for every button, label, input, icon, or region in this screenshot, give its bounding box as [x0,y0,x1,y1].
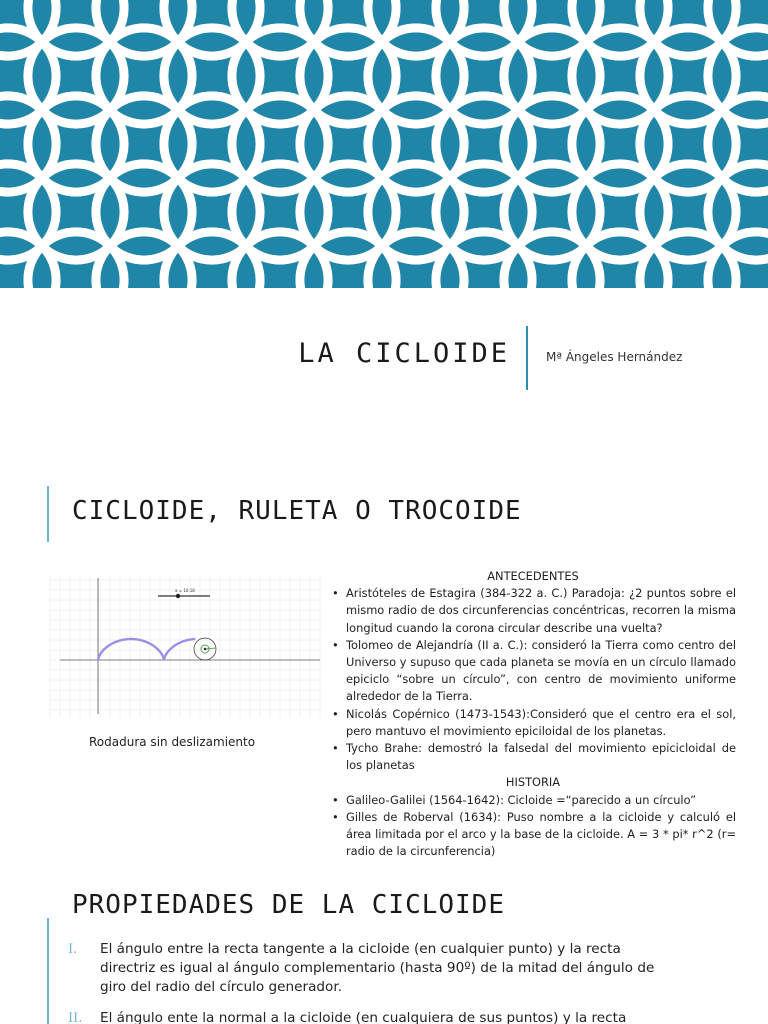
list-item: • Nicolás Copérnico (1473-1543):Consideró que el centro era el sol, pero mantuvo el movimiento epiciloidal de los planetas. [330,706,736,740]
list-number: I. [68,942,78,957]
pattern-banner [0,0,768,288]
historia-list [330,792,736,861]
slider-label: a = 10.18 [175,588,195,593]
list-item [64,1009,664,1024]
property-text: El ángulo ente la normal a la cicloide (en cualquiera de sus puntos) y la recta [100,1010,627,1024]
list-accent-bar [47,918,49,1024]
slide-title: CICLOIDE, RULETA O TROCOIDE [72,496,522,526]
title-accent-bar [47,486,49,542]
list-item: • Tolomeo de Alejandría (II a. C.): consideró la Tierra como centro del Universo y supuso que cada planeta se movía en un círculo llamado epiciclo “sobre un círculo”, con centro de movimiento uniforme alrededor de la Tierra. [330,637,736,706]
cycloid-graph [48,574,323,720]
list-item: • Tycho Brahe: demostró la falsedal del movimiento epicicloidal de los planetas [330,740,736,774]
presentation-title: LA CICLOIDE [298,338,510,369]
author-name: Mª Ángeles Hernández [546,350,683,364]
slide-title: PROPIEDADES DE LA CICLOIDE [72,890,505,920]
list-item [64,940,664,997]
circle-pattern-graphic [0,0,768,288]
rolling-circle [194,638,216,660]
list-item: • Galileo-Galilei (1564-1642): Cicloide =“parecido a un círculo” [330,792,736,809]
title-divider [526,326,528,390]
property-text: El ángulo entre la recta tangente a la cicloide (en cualquier punto) y la recta directriz es igual al ángulo complementario (hasta 90º) de la mitad del ángulo de giro del radio del círculo generador. [100,941,655,995]
slide-propiedades [0,864,768,1024]
graph-grid [50,576,322,718]
antecedentes-list [330,585,736,774]
list-number: II. [68,1011,83,1024]
cycloid-plot [48,574,323,720]
properties-list [64,940,664,1024]
antecedentes-heading: ANTECEDENTES [487,569,579,583]
title-section [0,288,768,456]
history-text-column [330,568,736,860]
list-item: • Aristóteles de Estagira (384-322 a. C.) Paradoja: ¿2 puntos sobre el mismo radio de dos circunferencias concéntricas, recorren la misma longitud cuando la corona circular describe una vuelta? [330,585,736,637]
list-item: • Gilles de Roberval (1634): Puso nombre a la cicloide y calculó el área limitada por el arco y la base de la cicloide. A = 3 * pi* r^2 (r= radio de la circunferencia) [330,809,736,861]
slider-handle[interactable] [176,594,180,598]
slide-cicloide-ruleta [0,456,768,864]
historia-heading: HISTORIA [505,775,561,790]
graph-caption: Rodadura sin deslizamiento [89,735,256,749]
